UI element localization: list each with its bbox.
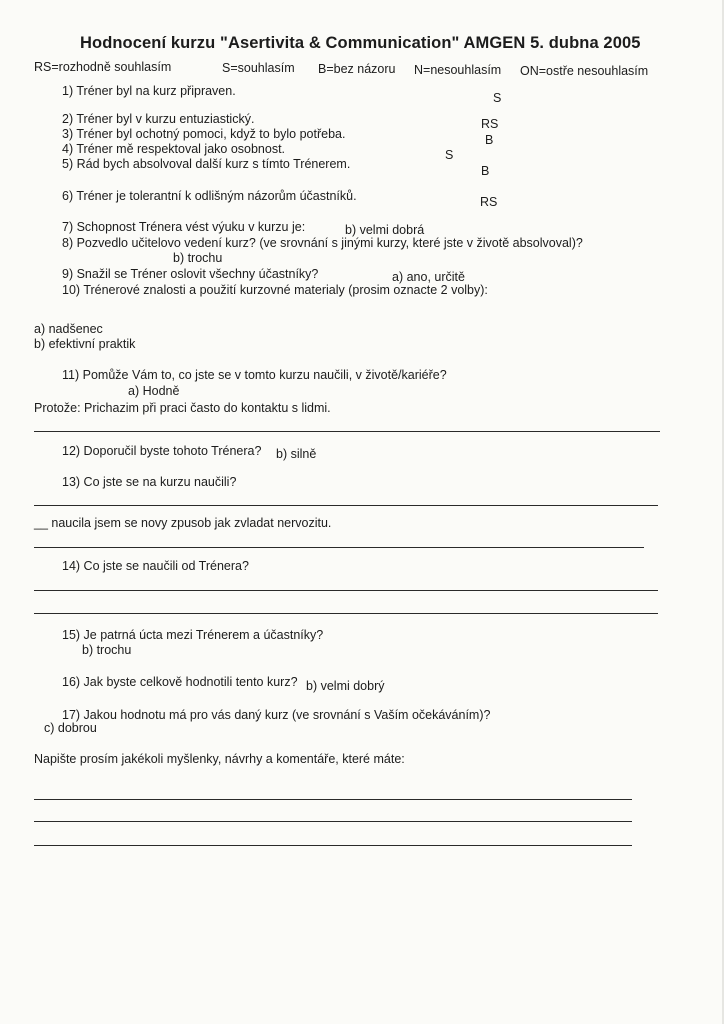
question-6: 6) Tréner je tolerantní k odlišným názorům účastníků. — [62, 189, 357, 203]
comments-prompt: Napište prosím jakékoli myšlenky, návrhy a komentáře, které máte: — [34, 752, 405, 766]
answer-9: a) ano, určitě — [392, 270, 465, 284]
question-15: 15) Je patrná úcta mezi Trénerem a účastníky? — [62, 628, 324, 642]
question-9: 9) Snažil se Tréner oslovit všechny účastníky? — [62, 267, 319, 281]
answer-line — [34, 613, 658, 614]
answer-2: RS — [481, 117, 499, 131]
answer-11: a) Hodně — [128, 384, 180, 398]
question-13: 13) Co jste se na kurzu naučili? — [62, 475, 237, 489]
question-17: 17) Jakou hodnotu má pro vás daný kurz (ve srovnání s Vaším očekáváním)? — [62, 708, 491, 722]
question-4: 4) Tréner mě respektoval jako osobnost. — [62, 142, 286, 156]
comment-line — [34, 821, 632, 822]
question-16: 16) Jak byste celkově hodnotili tento kurz? — [62, 675, 298, 689]
question-7: 7) Schopnost Trénera vést výuku v kurzu je: — [62, 220, 306, 234]
answer-line — [34, 547, 644, 548]
question-10: 10) Trénerové znalosti a použití kurzovné materialy (prosim oznacte 2 volby): — [62, 283, 488, 297]
legend-s: S=souhlasím — [222, 61, 295, 75]
answer-1: S — [493, 91, 502, 105]
answer-5: B — [481, 164, 490, 178]
question-1: 1) Tréner byl na kurz připraven. — [62, 84, 236, 98]
answer-17: c) dobrou — [44, 721, 97, 735]
answer-10-option-1: a) nadšenec — [34, 322, 103, 336]
answer-line — [34, 431, 660, 432]
answer-line — [34, 590, 658, 591]
legend-on: ON=ostře nesouhlasím — [520, 64, 649, 78]
legend-b: B=bez názoru — [318, 62, 396, 76]
answer-3: B — [485, 133, 494, 147]
answer-line — [34, 505, 658, 506]
question-12: 12) Doporučil byste tohoto Trénera? — [62, 444, 262, 458]
page-title: Hodnocení kurzu "Asertivita & Communication" AMGEN 5. dubna 2005 — [80, 34, 641, 52]
answer-13: __ naucila jsem se novy zpusob jak zvladat nervozitu. — [34, 516, 332, 530]
answer-10-option-2: b) efektivní praktik — [34, 337, 136, 351]
question-3: 3) Tréner byl ochotný pomoci, když to bylo potřeba. — [62, 127, 346, 141]
question-5: 5) Rád bych absolvoval další kurz s tímto Trénerem. — [62, 157, 351, 171]
answer-7: b) velmi dobrá — [345, 223, 425, 237]
legend-n: N=nesouhlasím — [414, 63, 502, 77]
answer-15: b) trochu — [82, 643, 132, 657]
question-11: 11) Pomůže Vám to, co jste se v tomto kurzu naučili, v životě/kariéře? — [62, 368, 447, 382]
question-8: 8) Pozvedlo učitelovo vedení kurz? (ve srovnání s jinými kurzy, které jste v životě absolvoval)? — [62, 236, 583, 250]
answer-11-reason: Protože: Prichazim při praci často do kontaktu s lidmi. — [34, 401, 331, 415]
legend-rs: RS=rozhodně souhlasím — [34, 60, 172, 74]
comment-line — [34, 845, 632, 846]
comment-line — [34, 799, 632, 800]
answer-12: b) silně — [276, 447, 317, 461]
answer-16: b) velmi dobrý — [306, 679, 385, 693]
question-14: 14) Co jste se naučili od Trénera? — [62, 559, 249, 573]
answer-4: S — [445, 148, 454, 162]
answer-6: RS — [480, 195, 498, 209]
answer-8: b) trochu — [173, 251, 223, 265]
question-2: 2) Tréner byl v kurzu entuziastický. — [62, 112, 255, 126]
